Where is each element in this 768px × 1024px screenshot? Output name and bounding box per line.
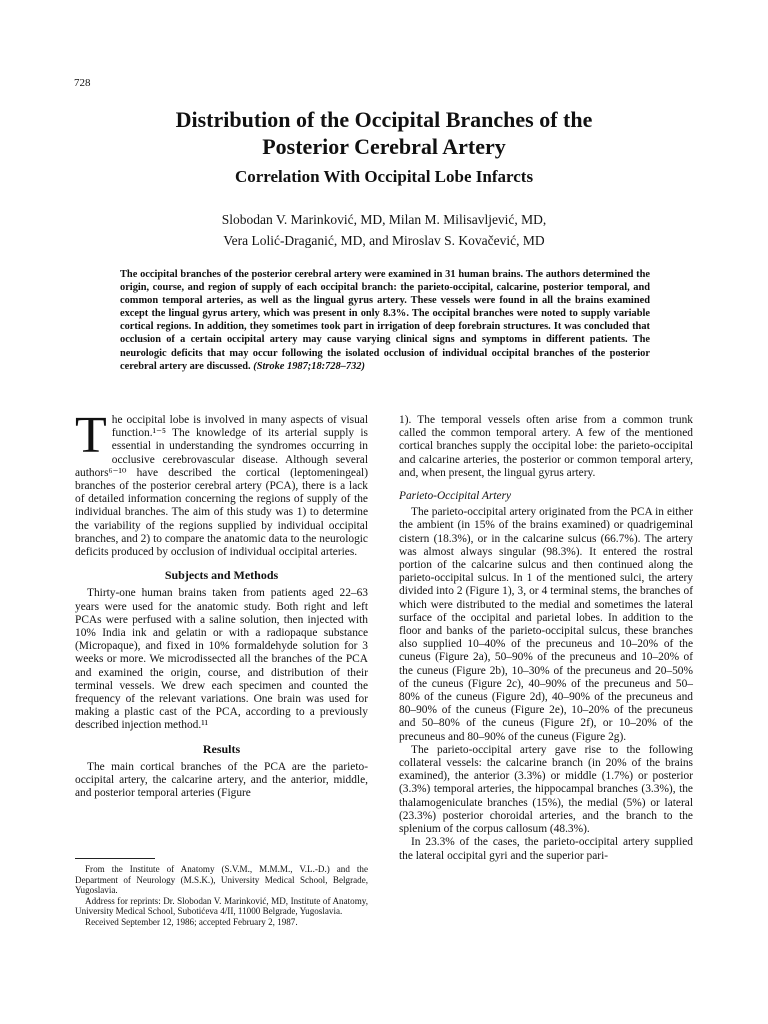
article-subtitle: Correlation With Occipital Lobe Infarcts xyxy=(234,167,534,186)
parieto-occipital-para-3: In 23.3% of the cases, the parieto-occipital artery supplied the lateral occipital gyri and the superior pari- xyxy=(399,836,693,862)
page-number: 728 xyxy=(74,77,91,89)
intro-paragraph xyxy=(75,407,368,559)
left-column xyxy=(75,407,368,800)
authors-line-2: Vera Lolić-Draganić, MD, and Miroslav S. Kovačević, MD xyxy=(223,233,545,248)
methods-paragraph: Thirty-one human brains taken from patients aged 22–63 years were used for the anatomic study. Both right and left PCAs were perfused with a saline solution, then injected with 10% India ink and gelatin or with a radiopaque substance (Micropaque), and fixed in 10% formaldehyde solution for 3 weeks or more. We microdissected all the branches of the PCA and examined the origin, course, and distribution of their terminal vessels. We drew each specimen and counted the frequency of the relevant variations. One brain was used for making a plastic cast of the PCA, according to a previously described injection method.¹¹ xyxy=(75,587,368,732)
drop-cap: T xyxy=(75,407,107,464)
title-line-2: Posterior Cerebral Artery xyxy=(262,134,506,159)
results-heading: Results xyxy=(202,741,241,756)
intro-text: he occipital lobe is involved in many aspects of visual function.¹⁻⁵ The knowledge of its arterial supply is essential in understanding the syndromes occurring in occlusive cerebrovascular disease. Although several authors⁶⁻¹⁰ have described the cortical (leptomeningeal) branches of the posterior cerebral artery (PCA), there is a lack of detailed information concerning the regions of supply of the individual branches. The aim of this study was 1) to determine the variability of the regions supplied by individual occipital branches, and 2) to compare the anatomic data to the neurologic deficits produced by occlusion of individual occipital arteries. xyxy=(75,414,368,559)
footnote-reprints: Address for reprints: Dr. Slobodan V. Marinković, MD, Institute of Anatomy, University Medical School, Subotićeva 4/II, 11000 Belgrade, Yugoslavia. xyxy=(75,895,368,917)
footnote-received: Received September 12, 1986; accepted February 2, 1987. xyxy=(85,916,298,927)
methods-heading: Subjects and Methods xyxy=(164,568,279,583)
results-continuation: 1). The temporal vessels often arise from a common trunk called the common temporal artery. A few of the mentioned cortical branches supply the occipital lobe: the parieto-occipital and calcarine arteries, the posterior or common temporal artery, and, when present, the lingual gyrus artery. xyxy=(399,414,693,479)
authors-line-1: Slobodan V. Marinković, MD, Milan M. Milisavljević, MD, xyxy=(221,212,547,227)
footnote-affiliation: From the Institute of Anatomy (S.V.M., M.M.M., V.L.-D.) and the Department of Neurology (M.S.K.), University Medical School, Belgrade, Yugoslavia. xyxy=(75,864,368,896)
title-line-1: Distribution of the Occipital Branches of the xyxy=(175,107,593,132)
parieto-occipital-para-2: The parieto-occipital artery gave rise to the following collateral vessels: the calcarine branch (in 20% of the brains examined), the anterior (3.3%) or middle (1.7%) or posterior (3.3%) temporal arteries, the hippocampal branches (3.3%), the thalamogeniculate branches (15%), the medial (5%) or lateral (23.3%) posterior choroidal arteries, and the branch to the splenium of the corpus callosum (48.3%). xyxy=(399,743,693,836)
abstract-text: The occipital branches of the posterior cerebral artery were examined in 31 human brains. The authors determined the origin, course, and region of supply of each occipital branch: the parieto-occipital, calcarine, posterior temporal, and common temporal arteries, as well as the lingual gyrus artery. These vessels were found in all the brains examined except the lingual gyrus artery, which was present in only 8.3%. The occipital branches were noted to supply variable cortical regions. In addition, they sometimes took part in irrigation of deep forebrain structures. It was concluded that occlusion of a certain occipital artery may cause varying clinical signs and symptoms in different patients. The neurologic deficits that may occur following the isolated occlusion of individual occipital branches of the posterior cerebral artery are discussed. xyxy=(120,269,650,372)
right-column xyxy=(399,414,693,863)
footnotes xyxy=(75,864,368,928)
article-title xyxy=(0,106,768,160)
parieto-occipital-para-1: The parieto-occipital artery originated from the PCA in either the ambient (in 15% of the brains examined) or quadrigeminal cistern (18.3%), or in the calcarine sulcus (66.7%). The artery was almost always singular (98.3%). It entered the rostral portion of the calcarine sulcus and then continued along the parieto-occipital sulcus. In 1 of the mentioned sulci, the artery divided into 2 (Figure 1), 3, or 4 terminal stems, the branches of which were distributed to the medial and sometimes the lateral surface of the occipital and parietal lobes. In addition to the floor and banks of the parieto-occipital sulcus, these branches also supplied 10–40% of the precuneus and 10–20% of the cuneus (Figure 2a), 50–90% of the precuneus and 10–20% of the cuneus (Figure 2b), 10–30% of the precuneus and 20–50% of the cuneus (Figure 2c), 40–90% of the precuneus and 50–80% of the cuneus (Figure 2d), 40–90% of the precuneus and 80–90% of the cuneus (Figure 2e), 10–20% of the precuneus and 50–80% of the cuneus (Figure 2f), or 10–20% of the precuneus and 80–90% of the cuneus (Figure 2g). xyxy=(399,506,693,743)
results-paragraph: The main cortical branches of the PCA are the parieto-occipital artery, the calcarine artery, and the anterior, middle, and posterior temporal arteries (Figure xyxy=(75,760,368,800)
author-list xyxy=(0,209,768,251)
footnote-rule xyxy=(75,858,155,859)
abstract-citation: (Stroke 1987;18:728–732) xyxy=(253,360,365,372)
abstract xyxy=(120,268,650,373)
parieto-occipital-heading: Parieto-Occipital Artery xyxy=(399,490,512,503)
